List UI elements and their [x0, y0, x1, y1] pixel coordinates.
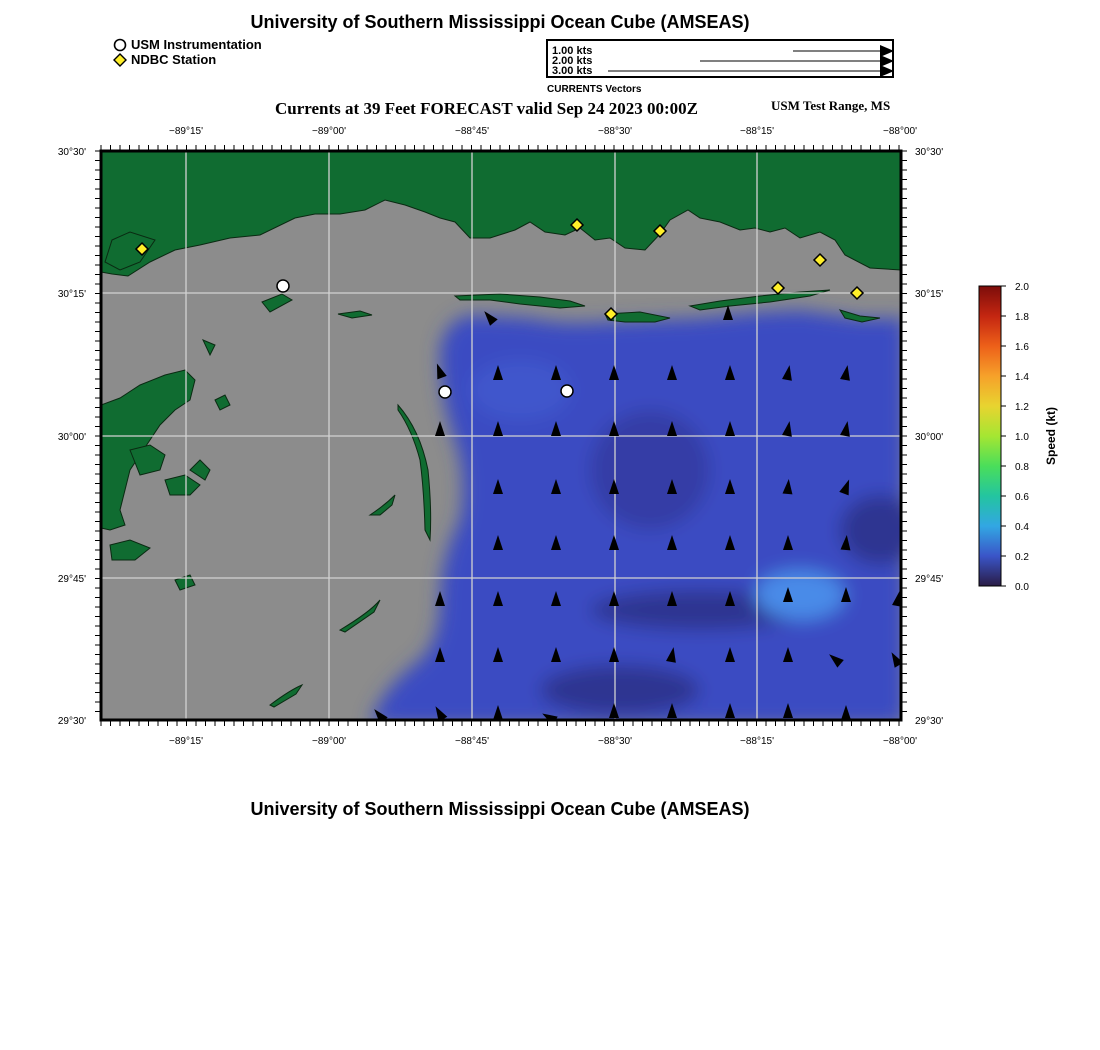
speed-colorbar — [979, 282, 1058, 593]
scale-label-2: 2.00 kts — [552, 55, 593, 67]
lat-ticks-left — [58, 147, 86, 727]
colorbar-tick-label: 0.2 — [1015, 552, 1029, 563]
lat-tick-label: 30°15' — [915, 289, 944, 300]
lat-tick-label: 29°30' — [57, 716, 86, 727]
lat-tick-label: 30°30' — [57, 147, 86, 158]
lon-tick-label: −89°15' — [169, 126, 203, 137]
colorbar-tick-label: 2.0 — [1015, 282, 1029, 293]
lat-tick-label: 29°45' — [57, 574, 86, 585]
legend-ndbc-label: NDBC Station — [131, 52, 217, 67]
lon-ticks-bottom — [169, 736, 917, 747]
footer-title: University of Southern Mississippi Ocean Cube (AMSEAS) — [250, 799, 750, 819]
lon-tick-label: −88°00' — [883, 736, 917, 747]
lon-tick-label: −88°30' — [598, 126, 632, 137]
usm-instrument-marker — [561, 385, 573, 397]
colorbar-tick-label: 1.2 — [1015, 402, 1029, 413]
colorbar-label: Speed (kt) — [1044, 406, 1058, 466]
colorbar-ticks — [1001, 282, 1029, 593]
lon-tick-label: −89°00' — [312, 126, 346, 137]
colorbar-tick-label: 1.4 — [1015, 372, 1029, 383]
lon-ticks-top — [169, 126, 917, 137]
lon-tick-label: −88°45' — [455, 126, 489, 137]
lon-tick-label: −89°15' — [169, 736, 203, 747]
vector-scale-caption: CURRENTS Vectors — [547, 84, 642, 95]
area-label: USM Test Range, MS — [771, 98, 891, 113]
lon-tick-label: −88°45' — [455, 736, 489, 747]
colorbar-tick-label: 0.4 — [1015, 522, 1029, 533]
lon-tick-label: −89°00' — [312, 736, 346, 747]
lat-tick-label: 30°30' — [915, 147, 944, 158]
lon-tick-label: −88°00' — [883, 126, 917, 137]
map-area — [101, 151, 920, 725]
lat-tick-label: 30°15' — [57, 289, 86, 300]
forecast-subtitle: Currents at 39 Feet FORECAST valid Sep 24 2023 00:00Z — [275, 99, 698, 118]
lat-tick-label: 30°00' — [57, 432, 86, 443]
colorbar-tick-label: 0.0 — [1015, 582, 1029, 593]
colorbar-tick-label: 1.8 — [1015, 312, 1029, 323]
lon-tick-label: −88°30' — [598, 736, 632, 747]
colorbar-tick-label: 1.6 — [1015, 342, 1029, 353]
scale-label-3: 3.00 kts — [552, 65, 593, 77]
lon-tick-label: −88°15' — [740, 736, 774, 747]
colorbar-tick-label: 0.8 — [1015, 462, 1029, 473]
page-title: University of Southern Mississippi Ocean Cube (AMSEAS) — [250, 12, 750, 32]
lat-tick-label: 30°00' — [915, 432, 944, 443]
lon-tick-label: −88°15' — [740, 126, 774, 137]
colorbar-tick-label: 0.6 — [1015, 492, 1029, 503]
colorbar-tick-label: 1.0 — [1015, 432, 1029, 443]
lat-ticks-right — [915, 147, 943, 727]
lat-tick-label: 29°45' — [915, 574, 944, 585]
lat-tick-label: 29°30' — [915, 716, 944, 727]
scale-label-1: 1.00 kts — [552, 45, 593, 57]
colorbar-gradient — [979, 286, 1001, 586]
legend-usm-label: USM Instrumentation — [131, 37, 262, 52]
usm-instrument-marker — [277, 280, 289, 292]
usm-instrument-marker — [439, 386, 451, 398]
